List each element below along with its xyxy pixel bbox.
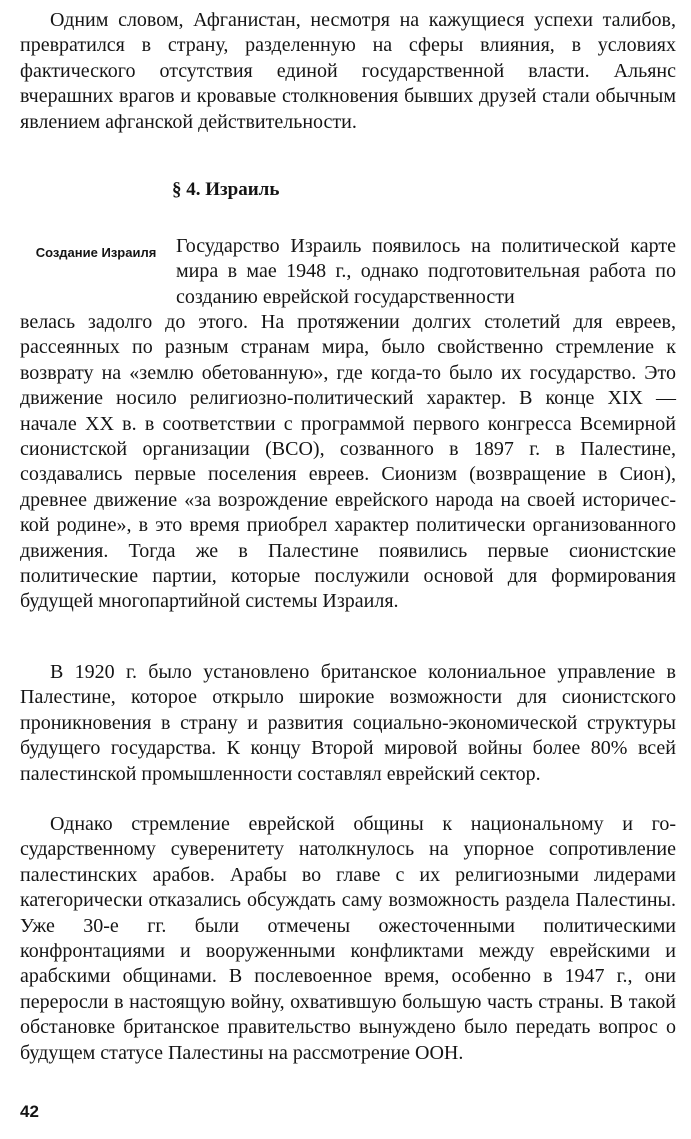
paragraph-2: В 1920 г. было установлено британское колониальное управление в Палестине, которое открыло широкие возможности для сионистского проникновения в страну и развития социально-экономической структуры будущего государства. К концу Второй мировой войны более 80% всей палестинской промышленности составлял еврейский сектор. xyxy=(20,661,676,785)
page-number: 42 xyxy=(20,1102,39,1121)
paragraph-3: Однако стремление еврейской общины к национальному и государственному суверенитету натолкнулось на упорное сопротивление палестинских арабов. Арабы во главе с их религиозными лидерами категорически отказались обсуждать саму возможность раздела Палестины. Уже 30-е гг. были отмечены ожесточенными политическими конфронтациями и вооруженными конфликтами между еврейскими и арабскими общинами. В послевоенное время, особенно в 1947 г., они переросли в настоящую войну, охватившую большую часть страны. В такой обстановке британское правительство вынуждено было передать вопрос о будущем статусе Палестины на рассмотрение ООН. xyxy=(20,813,676,1064)
paragraph-1-body: велась задолго до этого. На протяжении долгих столетий для евреев, рассеянных по разным странам мира, было свойственно стремление к возврату на «землю обетованную», где когда-то было их государство. Это движение носило религиозно-политический характер. В конце XIX — начале XX в. в соответствии с программой первого конгресса Всемирной сионистской организации (ВСО), созванного в 1897 г. в Палестине, создавались первые поселения евреев. Сионизм (возвращение в Сион), древнее движение «за возрождение еврейского народа на своей исторической родине», в это время приобрел характер политически организованного движения. Тогда же в Палестине появились первые сионистские политические партии, которые послужили основой для формирования будущей многопартийной системы Израиля. xyxy=(20,311,676,613)
margin-note: Создание Израиля xyxy=(35,245,157,260)
section-heading: § 4. Израиль xyxy=(172,179,280,200)
paragraph-1-head: Государство Израиль появилось на политической карте мира в мае 1948 г., однако подготовительная работа по созданию еврейской государственности xyxy=(176,235,676,308)
intro-paragraph: Одним словом, Афганистан, несмотря на кажущиеся успехи талибов, превратился в страну, разделенную на сферы влияния, в условиях фактического отсутствия единой государственной власти. Альянс вчерашних врагов и кровавые столкновения бывших друзей стали обычным явлением афганской действительности. xyxy=(20,9,676,133)
